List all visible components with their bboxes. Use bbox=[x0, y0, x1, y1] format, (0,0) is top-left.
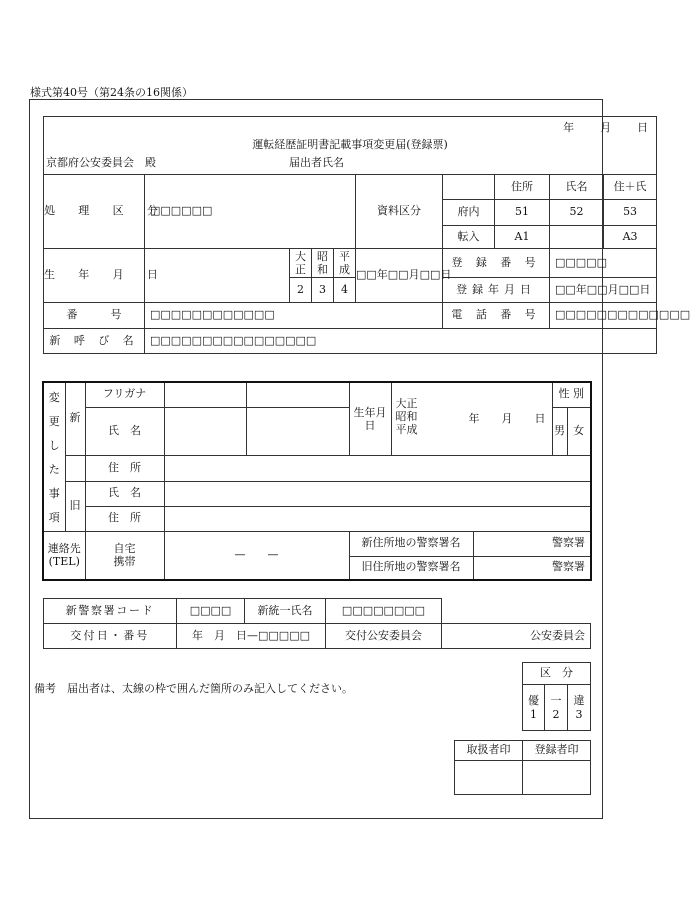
kubun-label: 区 分 bbox=[523, 663, 591, 685]
material-cell: 52 bbox=[550, 200, 604, 226]
phone-label: 電 話 番 号 bbox=[443, 303, 550, 329]
applicant-name-label: 届出者氏名 bbox=[289, 156, 344, 169]
seal-table bbox=[454, 740, 591, 795]
contact-phone-field[interactable]: — — bbox=[164, 531, 349, 580]
new-name-boxes[interactable]: □□□□□□□□□□□□□□□□ bbox=[145, 329, 657, 354]
old-station-field[interactable]: 警察署 bbox=[473, 556, 591, 580]
kubun-item-label: 違 bbox=[573, 694, 585, 708]
new-label: 新 bbox=[65, 382, 85, 455]
changes-side-text: 変更した事項 bbox=[48, 391, 60, 524]
date-day: 日 bbox=[637, 121, 649, 134]
era-code[interactable]: 3 bbox=[312, 278, 334, 303]
sex-label: 性 別 bbox=[552, 382, 591, 407]
registration-date-boxes[interactable]: □□年□□月□□日 bbox=[550, 278, 657, 303]
date-line bbox=[563, 122, 648, 135]
kubun-item-label: 優 bbox=[528, 694, 539, 708]
era-option: 大正 bbox=[395, 397, 418, 410]
kubun-item-code: 2 bbox=[552, 707, 560, 721]
birth-label: 生 年 月 日 bbox=[44, 249, 145, 303]
material-header-address: 住所 bbox=[495, 175, 550, 200]
era-taisho bbox=[290, 249, 312, 278]
kubun-item-code: 3 bbox=[575, 707, 583, 721]
era-option: 平成 bbox=[395, 423, 418, 436]
material-row-label: 転入 bbox=[443, 226, 495, 249]
registration-number-label: 登 録 番 号 bbox=[443, 249, 550, 278]
contact-tel-text: (TEL) bbox=[48, 555, 80, 569]
kubun-item-label: 一 bbox=[550, 694, 562, 708]
issuing-field[interactable]: 公安委員会 bbox=[442, 624, 591, 649]
contact-label bbox=[43, 531, 85, 580]
furigana-label: フリガナ bbox=[85, 382, 164, 407]
new-name-field-1[interactable] bbox=[164, 407, 246, 455]
old-address-field[interactable] bbox=[164, 506, 591, 531]
registration-table bbox=[43, 116, 690, 354]
new-address-field[interactable] bbox=[164, 455, 591, 481]
material-label: 資料区分 bbox=[356, 175, 443, 249]
era-heisei-text: 平成 bbox=[339, 249, 350, 276]
era-heisei bbox=[334, 249, 356, 278]
old-station-label: 旧住所地の警察署名 bbox=[349, 556, 473, 580]
new-station-code-label: 新警察署コード bbox=[44, 599, 177, 624]
material-cell: A1 bbox=[495, 226, 550, 249]
registration-date-label: 登録年月日 bbox=[443, 278, 550, 303]
new-station-label: 新住所地の警察署名 bbox=[349, 531, 473, 556]
date-month: 月 bbox=[600, 121, 612, 134]
issuing-label: 交付公安委員会 bbox=[326, 624, 442, 649]
contact-type-label bbox=[85, 531, 164, 580]
material-header-name: 氏名 bbox=[550, 175, 604, 200]
sex-male[interactable]: 男 bbox=[552, 407, 567, 455]
old-label: 旧 bbox=[65, 481, 85, 531]
birthdate-units: 年 月 日 bbox=[468, 412, 546, 425]
note: 備考 届出者は、太線の枠で囲んだ箇所のみ記入してください。 bbox=[34, 682, 353, 695]
form-title: 運転経歴証明書記載事項変更届(登録票) bbox=[252, 138, 448, 151]
new-unified-boxes[interactable]: □□□□□□□□ bbox=[326, 599, 442, 624]
furigana-field-1[interactable] bbox=[164, 382, 246, 407]
form-number: 様式第40号（第24条の16関係） bbox=[30, 86, 193, 99]
processing-label: 処 理 区 分 bbox=[44, 175, 145, 249]
material-cell: 51 bbox=[495, 200, 550, 226]
birthdate-label bbox=[349, 382, 391, 455]
kubun-item-code: 1 bbox=[530, 707, 537, 721]
material-cell bbox=[550, 226, 604, 249]
processing-boxes[interactable]: □□□□□□ bbox=[145, 175, 356, 249]
old-name-label: 氏 名 bbox=[85, 481, 164, 506]
sex-female[interactable]: 女 bbox=[567, 407, 591, 455]
material-cell: 53 bbox=[604, 200, 657, 226]
handler-seal-field[interactable] bbox=[455, 761, 523, 795]
kubun-item[interactable] bbox=[523, 685, 545, 731]
material-header-both: 住＋氏 bbox=[604, 175, 657, 200]
codes-empty bbox=[442, 599, 591, 624]
new-name-label: 新 呼 び 名 bbox=[44, 329, 145, 354]
material-cell: A3 bbox=[604, 226, 657, 249]
registration-number-boxes[interactable]: □□□□□ bbox=[550, 249, 657, 278]
birth-date-boxes[interactable]: □□年□□月□□日 bbox=[356, 249, 443, 303]
home-label: 自宅 bbox=[113, 542, 136, 556]
material-corner bbox=[443, 175, 495, 200]
era-taisho-text: 大正 bbox=[295, 249, 306, 276]
mobile-label: 携帯 bbox=[113, 555, 136, 569]
kubun-table bbox=[522, 662, 591, 731]
furigana-field-2[interactable] bbox=[246, 382, 349, 407]
date-year: 年 bbox=[563, 121, 575, 134]
new-station-field[interactable]: 警察署 bbox=[473, 531, 591, 556]
era-showa-text: 昭和 bbox=[317, 249, 328, 276]
birthdate-field[interactable] bbox=[391, 382, 552, 455]
addressee: 京都府公安委員会 殿 bbox=[46, 156, 156, 169]
era-showa bbox=[312, 249, 334, 278]
new-address-gap bbox=[65, 455, 85, 481]
new-name-field-label: 氏 名 bbox=[85, 407, 164, 455]
new-station-code-boxes[interactable]: □□□□ bbox=[177, 599, 245, 624]
codes-table bbox=[43, 598, 591, 649]
era-list bbox=[396, 397, 418, 436]
new-unified-label: 新統一氏名 bbox=[245, 599, 326, 624]
old-address-label: 住 所 bbox=[85, 506, 164, 531]
era-code[interactable]: 2 bbox=[290, 278, 312, 303]
registrar-seal-field[interactable] bbox=[523, 761, 591, 795]
old-name-field[interactable] bbox=[164, 481, 591, 506]
number-label: 番 号 bbox=[44, 303, 145, 329]
issue-label: 交付日・番号 bbox=[44, 624, 177, 649]
contact-label-text: 連絡先 bbox=[47, 542, 81, 556]
handler-seal-label: 取扱者印 bbox=[455, 741, 523, 761]
registrar-seal-label: 登録者印 bbox=[523, 741, 591, 761]
era-code[interactable]: 4 bbox=[334, 278, 356, 303]
birthdate-label-text: 生年月日 bbox=[353, 405, 387, 432]
changes-table bbox=[42, 381, 592, 581]
issue-value[interactable]: 年 月 日—□□□□□ bbox=[177, 624, 326, 649]
era-option: 昭和 bbox=[395, 410, 418, 423]
title-block bbox=[44, 117, 657, 175]
kubun-item[interactable] bbox=[568, 685, 591, 731]
number-boxes[interactable]: □□□□□□□□□□□□ bbox=[145, 303, 443, 329]
kubun-item[interactable] bbox=[545, 685, 568, 731]
new-address-label: 住 所 bbox=[85, 455, 164, 481]
material-row-label: 府内 bbox=[443, 200, 495, 226]
new-name-field-2[interactable] bbox=[246, 407, 349, 455]
phone-boxes[interactable]: □□□□□□□□□□□□□ bbox=[550, 303, 657, 329]
changes-side-label bbox=[43, 382, 65, 531]
